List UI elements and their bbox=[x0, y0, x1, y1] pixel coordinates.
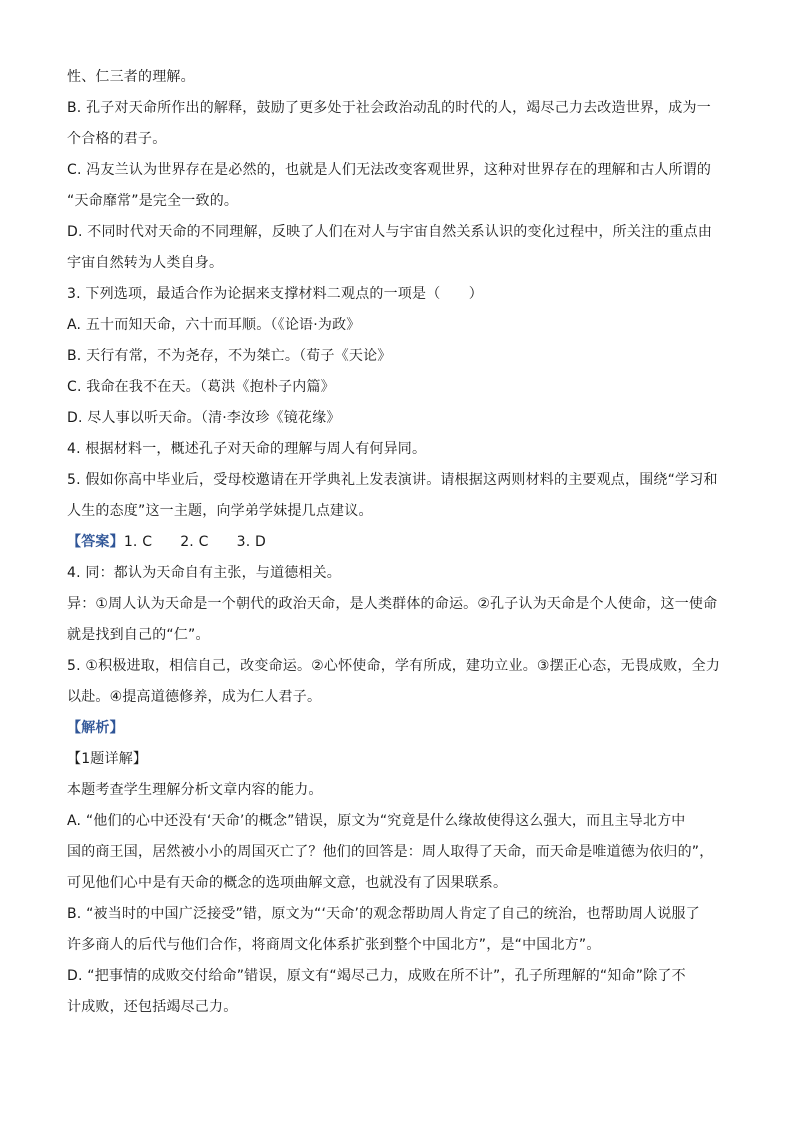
answer-4-line: 4. 同：都认为天命自有主张，与道德相关。 bbox=[67, 565, 342, 581]
answer-row bbox=[67, 527, 727, 558]
analysis-d: D. “把事情的成败交付给命”错误，原文有“竭尽己力，成败在所不计”，孔子所理解的“知命”除了不 bbox=[67, 968, 686, 984]
q3-option-a: A. 五十而知天命，六十而耳顺。（《论语·为政》 bbox=[67, 317, 361, 333]
answer-3: 3. D bbox=[236, 534, 266, 550]
text-line: 个合格的君子。 bbox=[67, 131, 167, 147]
text-line: 性、仁三者的理解。 bbox=[67, 69, 195, 85]
text-line: 可见他们心中是有天命的概念的选项曲解文意，也就没有了因果联系。 bbox=[67, 875, 508, 891]
answer-1: 1. C bbox=[123, 534, 153, 550]
option-b-line: B. 孔子对天命所作出的解释，鼓励了更多处于社会政治动乱的时代的人，竭尽己力去改造世界，成为一 bbox=[67, 100, 711, 116]
analysis-b: B. “被当时的中国广泛接受”错，原文为“‘天命’的观念帮助周人肯定了自己的统治，也帮助周人说服了 bbox=[67, 906, 700, 922]
q3-option-c: C. 我命在我不在天。（葛洪《抱朴子内篇》 bbox=[67, 379, 335, 395]
analysis-label: 【解析】 bbox=[67, 720, 124, 736]
analysis-a: A. “他们的心中还没有‘天命’的概念”错误，原文为“究竟是什么缘故使得这么强大，而且主导北方中 bbox=[67, 813, 686, 829]
analysis-text: 本题考查学生理解分析文章内容的能力。 bbox=[67, 782, 323, 798]
question-3: 3. 下列选项，最适合作为论据来支撑材料二观点的一项是（ ） bbox=[67, 286, 484, 302]
question-5: 5. 假如你高中毕业后，受母校邀请在开学典礼上发表演讲。请根据这两则材料的主要观点，围绕“学习和 bbox=[67, 472, 718, 488]
text-line: 许多商人的后代与他们合作，将商周文化体系扩张到整个中国北方”，是“中国北方”。 bbox=[67, 937, 601, 953]
sub-question-label: 【1题详解】 bbox=[67, 751, 148, 767]
q3-option-b: B. 天行有常，不为尧存，不为桀亡。（荀子《天论》 bbox=[67, 348, 392, 364]
text-line: 就是找到自己的“仁”。 bbox=[67, 627, 210, 643]
q3-option-d: D. 尽人事以听天命。（清·李汝珍《镜花缘》 bbox=[67, 410, 341, 426]
answer-2: 2. C bbox=[180, 534, 209, 550]
document-page bbox=[67, 62, 727, 1023]
answer-4-diff: 异：①周人认为天命是一个朝代的政治天命，是人类群体的命运。②孔子认为天命是个人使命，这一使命 bbox=[67, 596, 718, 612]
analysis-label-row bbox=[67, 713, 727, 744]
text-line: 宇宙自然转为人类自身。 bbox=[67, 255, 224, 271]
text-line: 国的商王国，居然被小小的周国灭亡了？他们的回答是：周人取得了天命，而天命是唯道德为依归的”， bbox=[67, 844, 714, 860]
text-line: 计成败，还包括竭尽己力。 bbox=[67, 999, 238, 1015]
option-d-line: D. 不同时代对天命的不同理解，反映了人们在对人与宇宙自然关系认识的变化过程中，所关注的重点由 bbox=[67, 224, 713, 240]
answer-5-line: 5. ①积极进取，相信自己，改变命运。②心怀使命，学有所成，建功立业。③摆正心态，无畏成败，全力 bbox=[67, 658, 721, 674]
option-c-line: C. 冯友兰认为世界存在是必然的，也就是人们无法改变客观世界，这种对世界存在的理解和古人所谓的 bbox=[67, 162, 712, 178]
answer-label: 【答案】 bbox=[67, 534, 124, 550]
text-line: 以赴。④提高道德修养，成为仁人君子。 bbox=[67, 689, 322, 705]
text-line: 人生的态度”这一主题，向学弟学妹提几点建议。 bbox=[67, 503, 373, 519]
question-4: 4. 根据材料一，概述孔子对天命的理解与周人有何异同。 bbox=[67, 441, 427, 457]
text-line: “天命靡常”是完全一致的。 bbox=[67, 193, 239, 209]
